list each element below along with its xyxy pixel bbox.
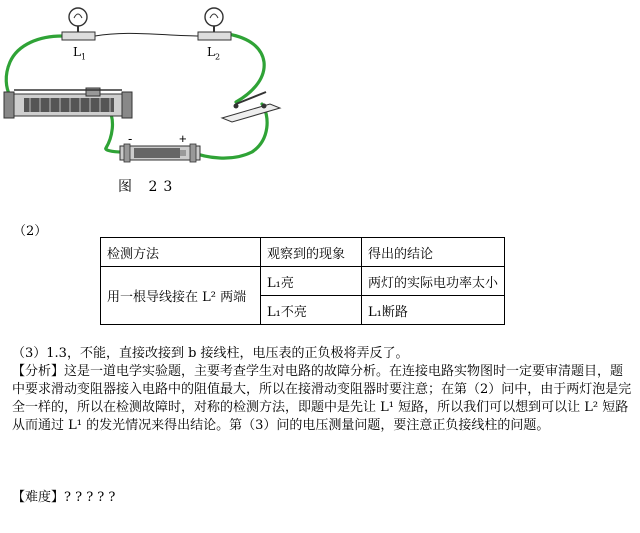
table-row: [101, 267, 505, 296]
rheostat-icon: [4, 88, 132, 118]
lamp-l1-icon: [62, 8, 95, 40]
difficulty-rating: 【难度】? ? ? ? ?: [12, 490, 116, 505]
method-cell: 用一根导线接在 L² 两端: [101, 267, 261, 325]
conclusion-cell: L₁断路: [362, 296, 505, 325]
result-table: [100, 237, 505, 325]
lamp-l2-label: $L_2$: [207, 45, 221, 62]
battery-plus: +: [179, 131, 187, 146]
figure-caption: 图 23: [118, 179, 179, 195]
phenomenon-cell: L₁不亮: [261, 296, 362, 325]
part2-label: （2）: [13, 224, 48, 239]
battery-minus: -: [128, 131, 133, 146]
table-header-row: [101, 238, 505, 267]
wire-black: [95, 33, 200, 36]
battery-icon: [120, 144, 200, 162]
conclusion-cell: 两灯的实际电功率太小: [362, 267, 505, 296]
part3-answer: （3）1.3，不能，直接改接到 b 接线柱，电压表的正负极将弄反了。: [12, 346, 409, 361]
switch-icon: [222, 92, 280, 122]
lamp-l1-label: $L_1$: [73, 45, 87, 62]
phenomenon-cell: L₁亮: [261, 267, 362, 296]
circuit-figure: [0, 0, 290, 200]
header-phenomenon: 观察到的现象: [261, 238, 362, 267]
header-conclusion: 得出的结论: [362, 238, 505, 267]
lamp-l2-icon: [198, 8, 231, 40]
analysis-paragraph: 【分析】这是一道电学实验题，主要考查学生对电路的故障分析。在连接电路实物图时一定要审清题目，题中要求滑动变阻器接入电路中的阻值最大，所以在接滑动变阻器时要注意；在第（2）问中，由于两灯泡是完全一样的，所以在检测故障时，对称的检测方法，即题中是先让 L¹ 短路，所以我们可以想到可以让 L² 短路从而通过 L¹ 的发光情况来得出结论。第（3）问的电压测量问题，要注意正负接线柱的问题。: [12, 364, 632, 433]
header-method: 检测方法: [101, 238, 261, 267]
